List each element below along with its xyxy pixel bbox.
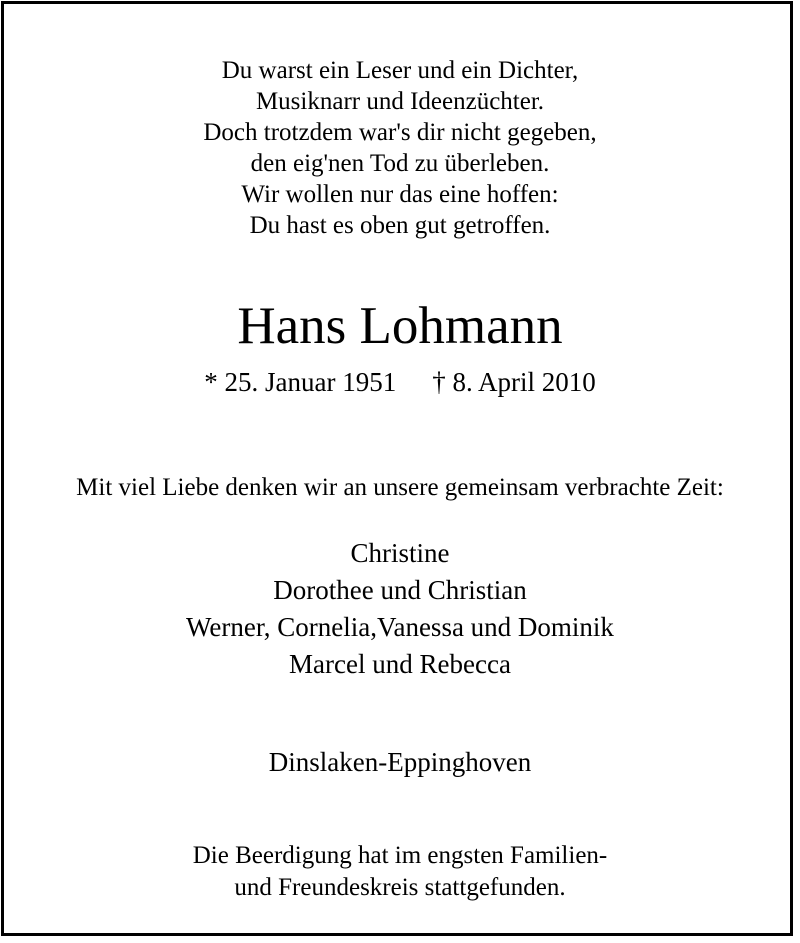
- poem-line: Du warst ein Leser und ein Dichter,: [221, 57, 579, 84]
- birth-date: * 25. Januar 1951: [204, 367, 397, 397]
- mourner-line: Dorothee und Christian: [273, 575, 527, 605]
- poem-line: Wir wollen nur das eine hoffen:: [241, 181, 559, 208]
- mourners-list: [0, 535, 800, 683]
- poem-line: Du hast es oben gut getroffen.: [249, 212, 551, 239]
- poem-line: Musiknarr und Ideenzüchter.: [255, 88, 545, 115]
- mourner-line: Werner, Cornelia,Vanessa und Dominik: [186, 612, 614, 642]
- poem: [0, 55, 800, 241]
- remembrance-text: Mit viel Liebe denken wir an unsere gemeinsam verbrachte Zeit:: [76, 474, 724, 501]
- death-date: † 8. April 2010: [432, 367, 596, 397]
- mourner-line: Christine: [350, 538, 450, 568]
- funeral-note: [0, 840, 800, 904]
- poem-line: Doch trotzdem war's dir nicht gegeben,: [203, 119, 597, 146]
- place: Dinslaken-Eppinghoven: [268, 747, 532, 777]
- life-dates: [0, 366, 800, 398]
- mourner-line: Marcel und Rebecca: [289, 649, 511, 679]
- funeral-note-line: Die Beerdigung hat im engsten Familien-: [192, 842, 608, 869]
- poem-line: den eig'nen Tod zu überleben.: [250, 150, 550, 177]
- funeral-note-line: und Freundeskreis stattgefunden.: [234, 874, 566, 901]
- deceased-name: Hans Lohmann: [237, 297, 563, 355]
